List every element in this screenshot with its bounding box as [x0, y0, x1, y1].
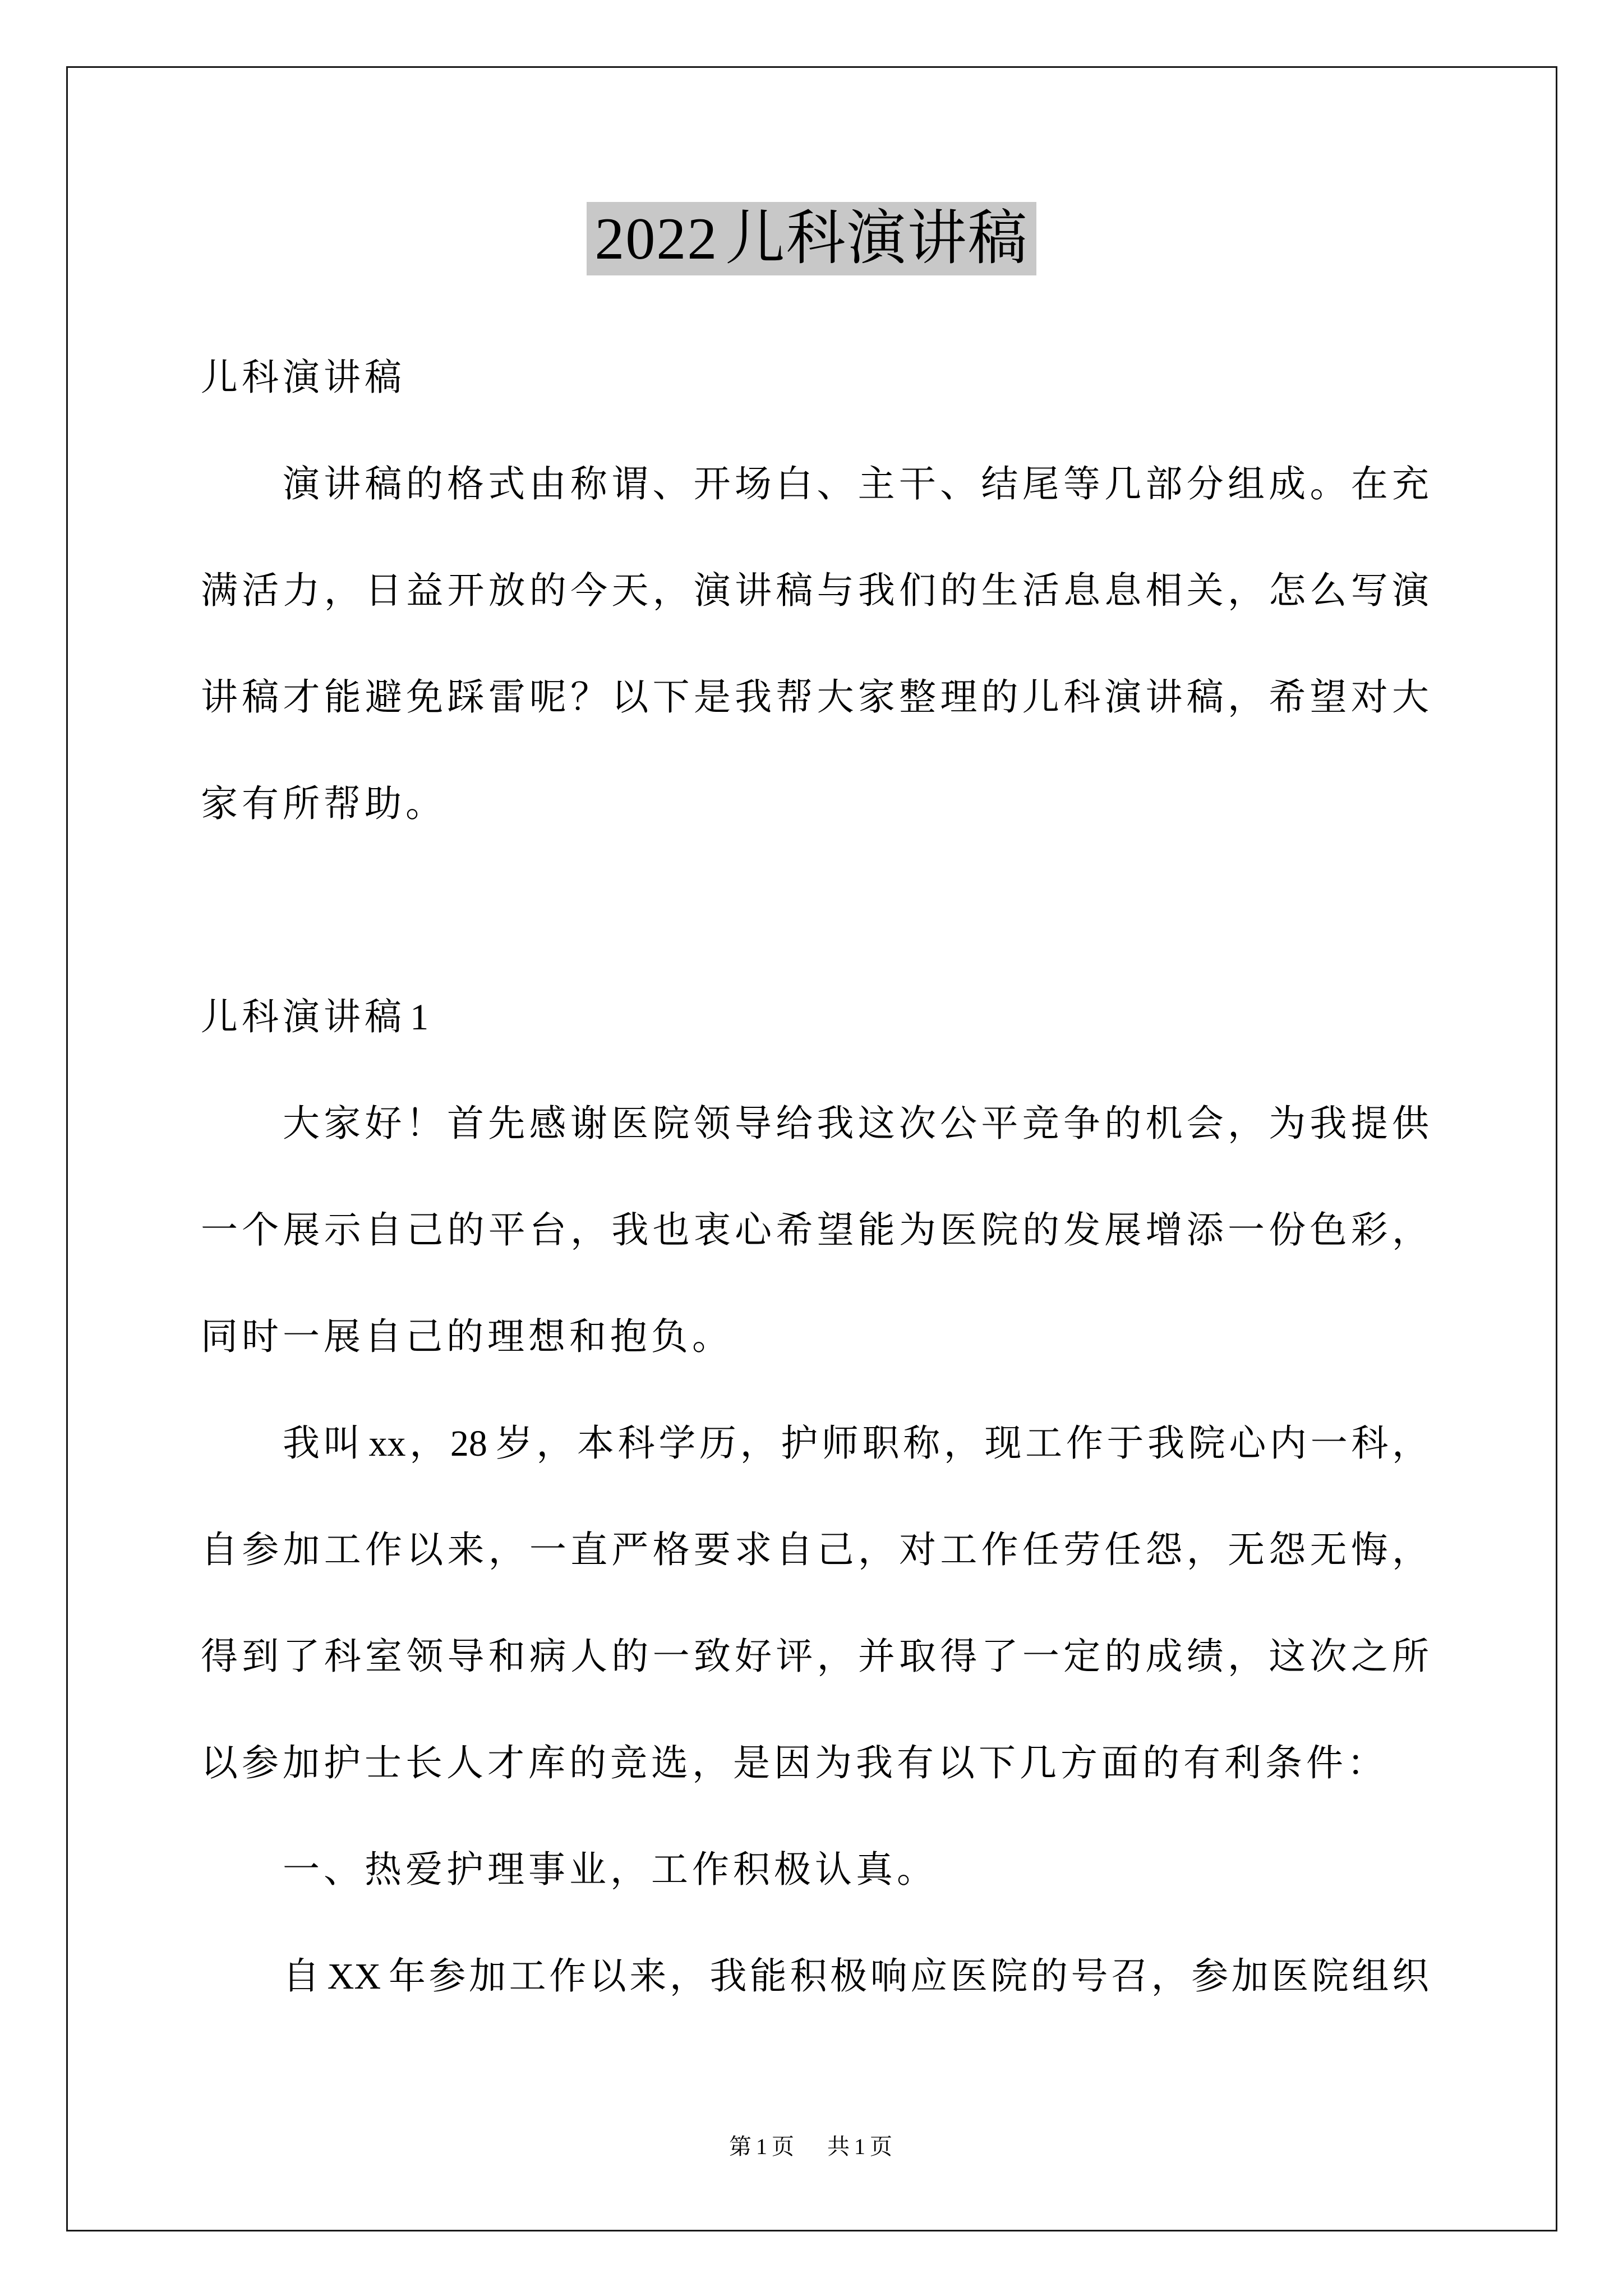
intro-block [201, 325, 1429, 858]
document-title: 2022儿科演讲稿 [587, 202, 1036, 275]
paragraph-line: 家有所帮助。 [201, 784, 446, 825]
title-row [0, 202, 1623, 275]
speech-section-1 [201, 964, 1429, 2030]
section-paragraph [201, 1924, 1429, 2030]
document-body [201, 325, 1429, 2030]
section-paragraph [201, 1071, 1429, 1391]
footer-page-total: 共1页 [827, 2134, 894, 2159]
paragraph-line: 同时一展自己的理想和抱负。 [201, 1317, 733, 1358]
paragraph-line: 讲稿才能避免踩雷呢？以下是我帮大家整理的儿科演讲稿，希望对大 [201, 677, 1429, 718]
footer-page-number: 第1页 [729, 2134, 796, 2159]
paragraph-line: 一个展示自己的平台，我也衷心希望能为医院的发展增添一份色彩， [201, 1210, 1429, 1251]
paragraph-line: 我叫xx，28岁，本科学历，护师职称，现工作于我院心内一科， [283, 1423, 1429, 1464]
section-heading: 儿科演讲稿1 [201, 997, 433, 1038]
paragraph-line: 满活力，日益开放的今天，演讲稿与我们的生活息息相关，怎么写演 [201, 570, 1429, 611]
paragraph-line: 得到了科室领导和病人的一致好评，并取得了一定的成绩，这次之所 [201, 1636, 1429, 1677]
page-footer [0, 2133, 1623, 2161]
intro-paragraph [201, 431, 1429, 858]
paragraph-line: 大家好！首先感谢医院领导给我这次公平竞争的机会，为我提供 [283, 1103, 1429, 1144]
paragraph-line: 以参加护士长人才库的竞选，是因为我有以下几方面的有利条件： [201, 1743, 1388, 1784]
section-paragraph [201, 1391, 1429, 1817]
section-paragraph [201, 1817, 1429, 1924]
paragraph-line: 自XX年参加工作以来，我能积极响应医院的号召，参加医院组织 [283, 1956, 1429, 1997]
paragraph-line: 一、热爱护理事业，工作积极认真。 [283, 1849, 938, 1890]
intro-heading: 儿科演讲稿 [201, 357, 405, 398]
paragraph-line: 演讲稿的格式由称谓、开场白、主干、结尾等几部分组成。在充 [283, 464, 1429, 505]
paragraph-line: 自参加工作以来，一直严格要求自己，对工作任劳任怨，无怨无悔， [201, 1530, 1429, 1571]
